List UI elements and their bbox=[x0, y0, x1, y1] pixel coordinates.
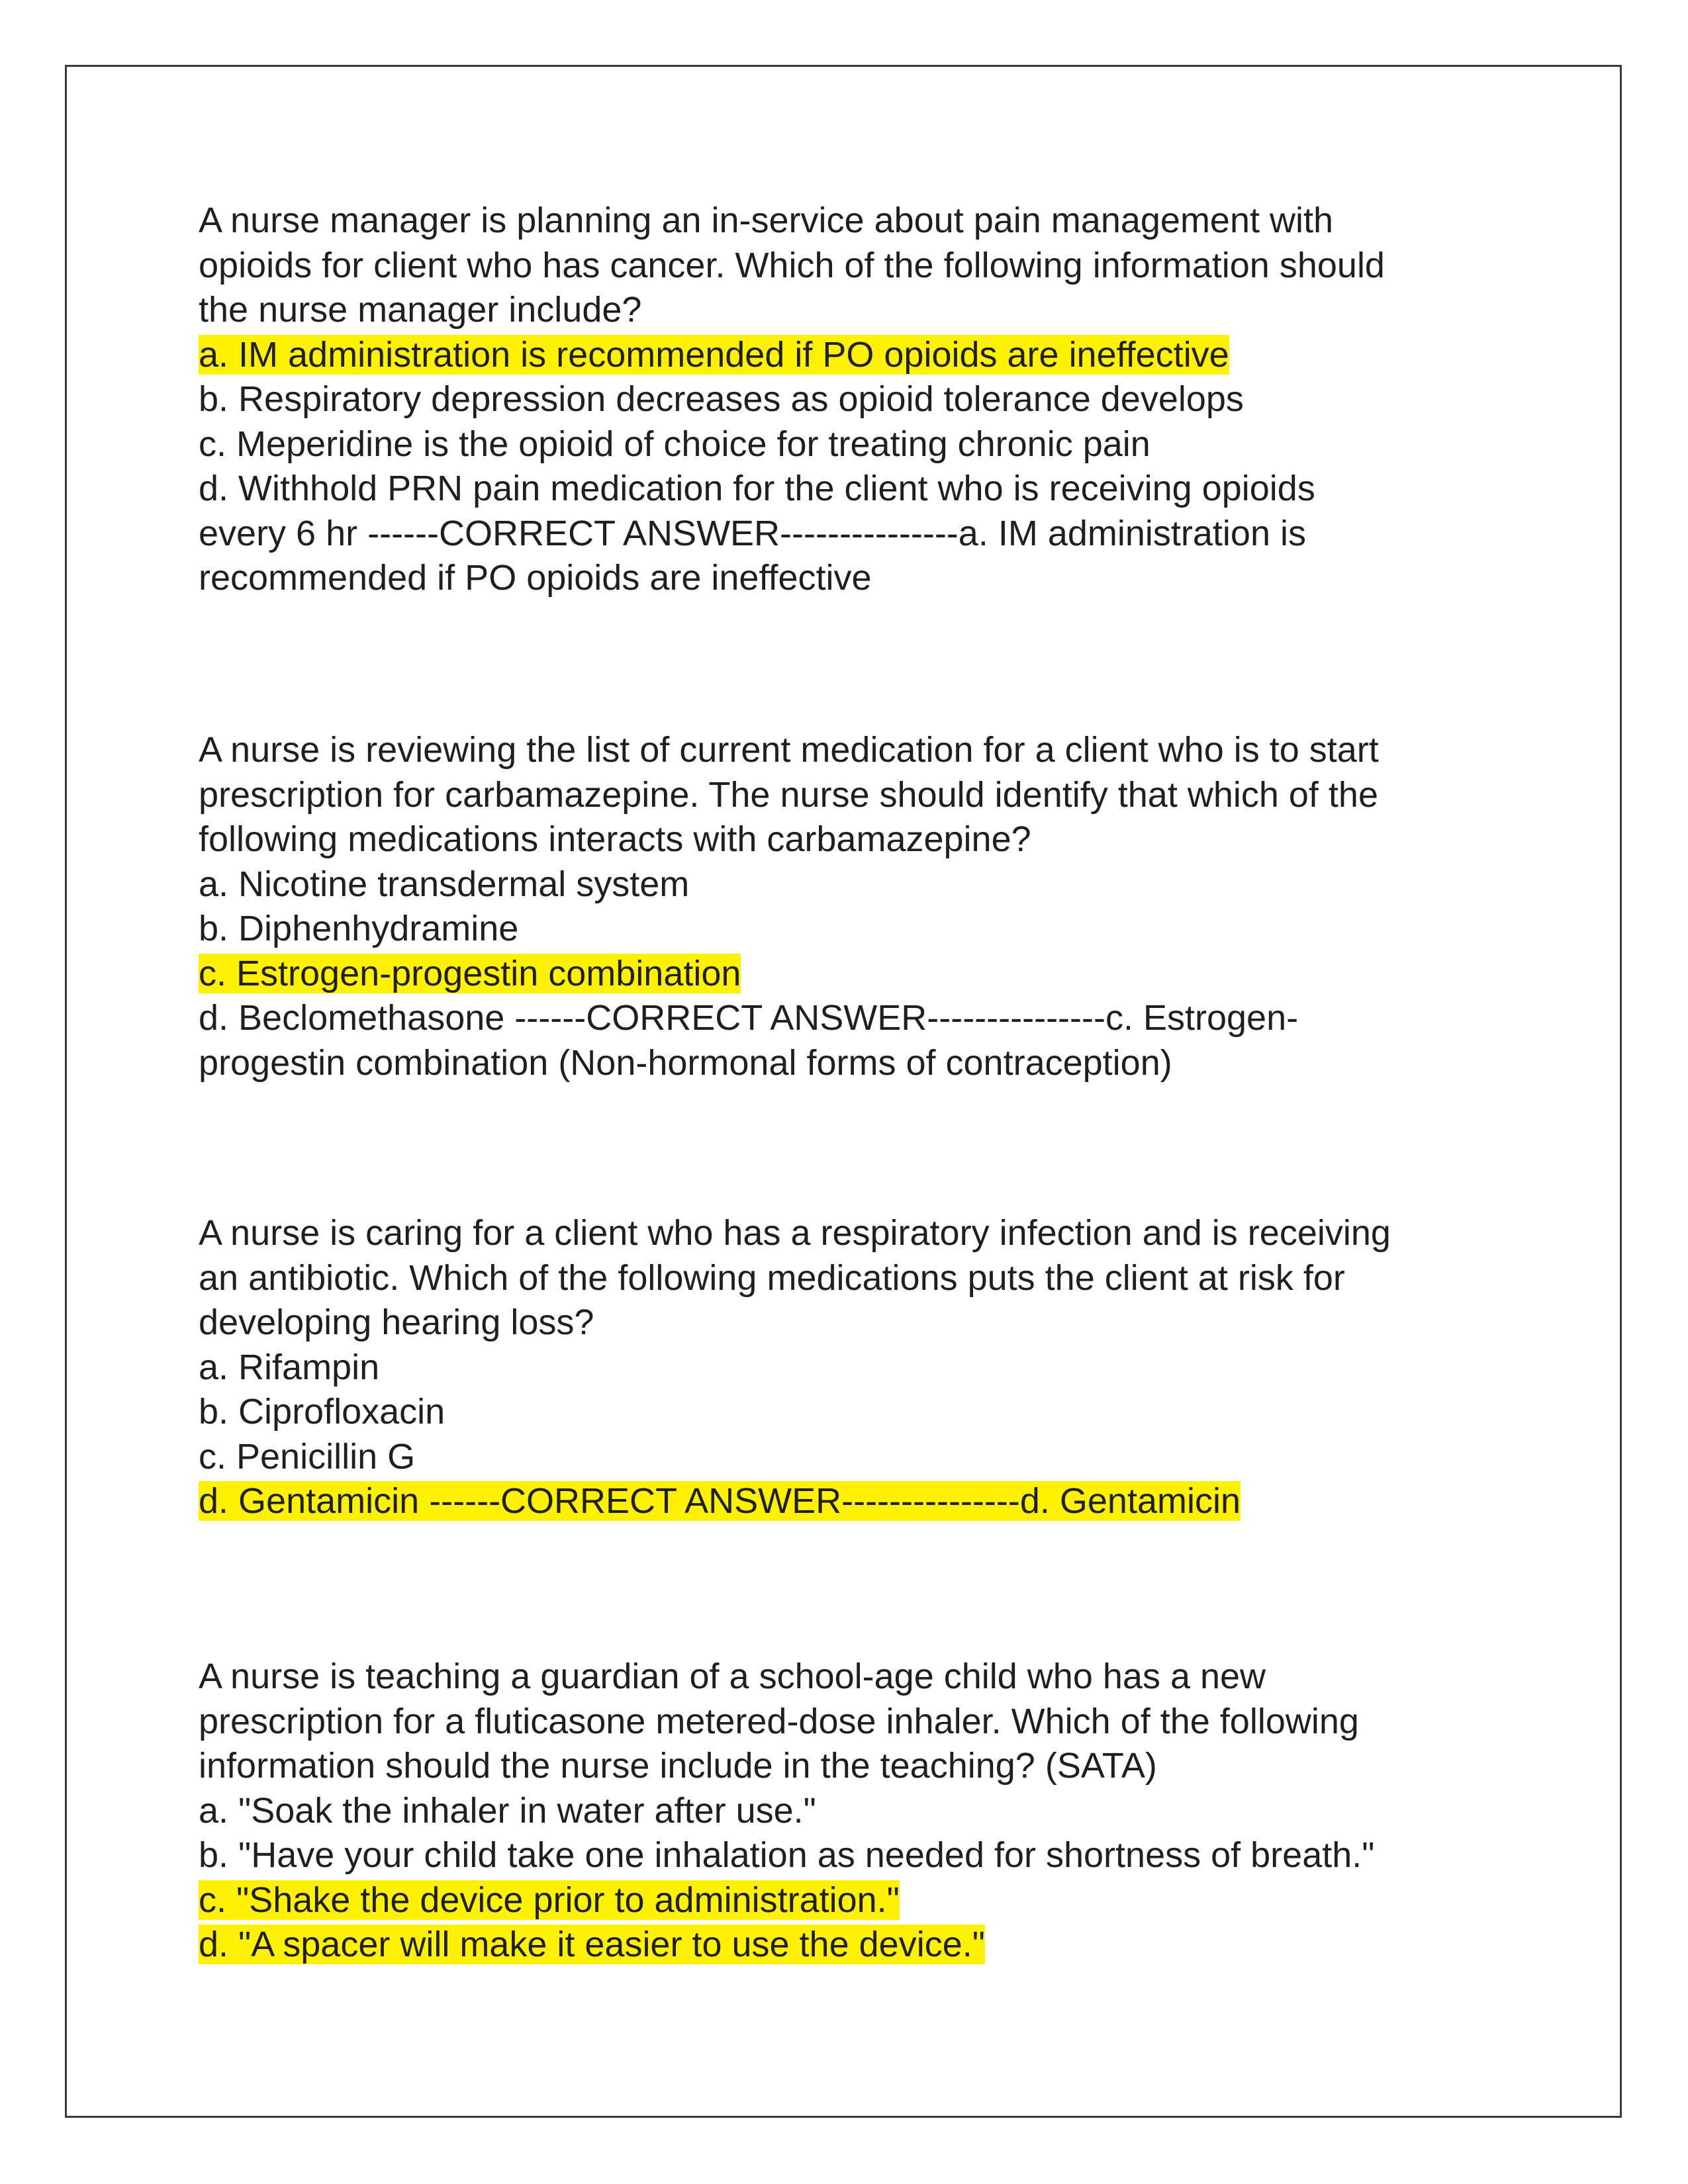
question-1-option-d: d. Withhold PRN pain medication for the client who is receiving opioids bbox=[199, 469, 1315, 508]
question-2-option-b: b. Diphenhydramine bbox=[199, 909, 519, 948]
question-2 bbox=[199, 728, 1523, 1085]
question-4 bbox=[199, 1655, 1523, 1968]
question-3-line-1: A nurse is caring for a client who has a respiratory infection and is receiving bbox=[199, 1213, 1391, 1253]
answer-highlight: c. Estrogen-progestin combination bbox=[199, 953, 741, 993]
question-1-answer-line-1: every 6 hr ------CORRECT ANSWER---------------a. IM administration is bbox=[199, 513, 1306, 553]
answer-highlight: c. "Shake the device prior to administration." bbox=[199, 1880, 900, 1920]
question-4-line-3: information should the nurse include in the teaching? (SATA) bbox=[199, 1746, 1157, 1786]
question-4-line-2: prescription for a fluticasone metered-dose inhaler. Which of the following bbox=[199, 1701, 1359, 1741]
question-2-option-d: d. Beclomethasone ------CORRECT ANSWER---------------c. Estrogen- bbox=[199, 998, 1299, 1038]
question-3-line-3: developing hearing loss? bbox=[199, 1302, 594, 1342]
question-1-option-a bbox=[199, 333, 1523, 378]
answer-highlight: a. IM administration is recommended if PO opioids are ineffective bbox=[199, 334, 1229, 375]
question-1-line-3: the nurse manager include? bbox=[199, 290, 642, 330]
question-1-option-b: b. Respiratory depression decreases as opioid tolerance develops bbox=[199, 379, 1244, 419]
question-1-line-1: A nurse manager is planning an in-service about pain management with bbox=[199, 201, 1334, 240]
question-3 bbox=[199, 1211, 1523, 1524]
question-3-option-b: b. Ciprofloxacin bbox=[199, 1392, 445, 1432]
question-2-line-2: prescription for carbamazepine. The nurse should identify that which of the bbox=[199, 774, 1378, 815]
question-1-line-2: opioids for client who has cancer. Which of the following information should bbox=[199, 245, 1385, 285]
question-2-option-a: a. Nicotine transdermal system bbox=[199, 864, 690, 904]
question-4-option-c bbox=[199, 1878, 1523, 1923]
question-4-option-b: b. "Have your child take one inhalation as needed for shortness of breath." bbox=[199, 1835, 1375, 1875]
question-1-answer-line-2: recommended if PO opioids are ineffective bbox=[199, 558, 872, 598]
question-3-option-c: c. Penicillin G bbox=[199, 1436, 416, 1477]
question-4-option-d bbox=[199, 1923, 1523, 1968]
question-2-answer-line: progestin combination (Non-hormonal forms of contraception) bbox=[199, 1042, 1172, 1083]
question-1 bbox=[199, 199, 1523, 601]
question-2-option-c bbox=[199, 952, 1523, 997]
answer-highlight: d. "A spacer will make it easier to use the device." bbox=[199, 1925, 985, 1964]
question-4-line-1: A nurse is teaching a guardian of a school-age child who has a new bbox=[199, 1657, 1266, 1696]
question-2-line-1: A nurse is reviewing the list of current medication for a client who is to start bbox=[199, 730, 1379, 770]
question-1-option-c: c. Meperidine is the opioid of choice for treating chronic pain bbox=[199, 424, 1150, 464]
question-3-option-d bbox=[199, 1479, 1523, 1524]
answer-highlight: d. Gentamicin ------CORRECT ANSWER---------------d. Gentamicin bbox=[199, 1481, 1241, 1521]
question-4-option-a: a. "Soak the inhaler in water after use." bbox=[199, 1790, 816, 1831]
question-2-line-3: following medications interacts with carbamazepine? bbox=[199, 819, 1031, 859]
question-3-line-2: an antibiotic. Which of the following medications puts the client at risk for bbox=[199, 1257, 1345, 1298]
question-3-option-a: a. Rifampin bbox=[199, 1347, 380, 1387]
